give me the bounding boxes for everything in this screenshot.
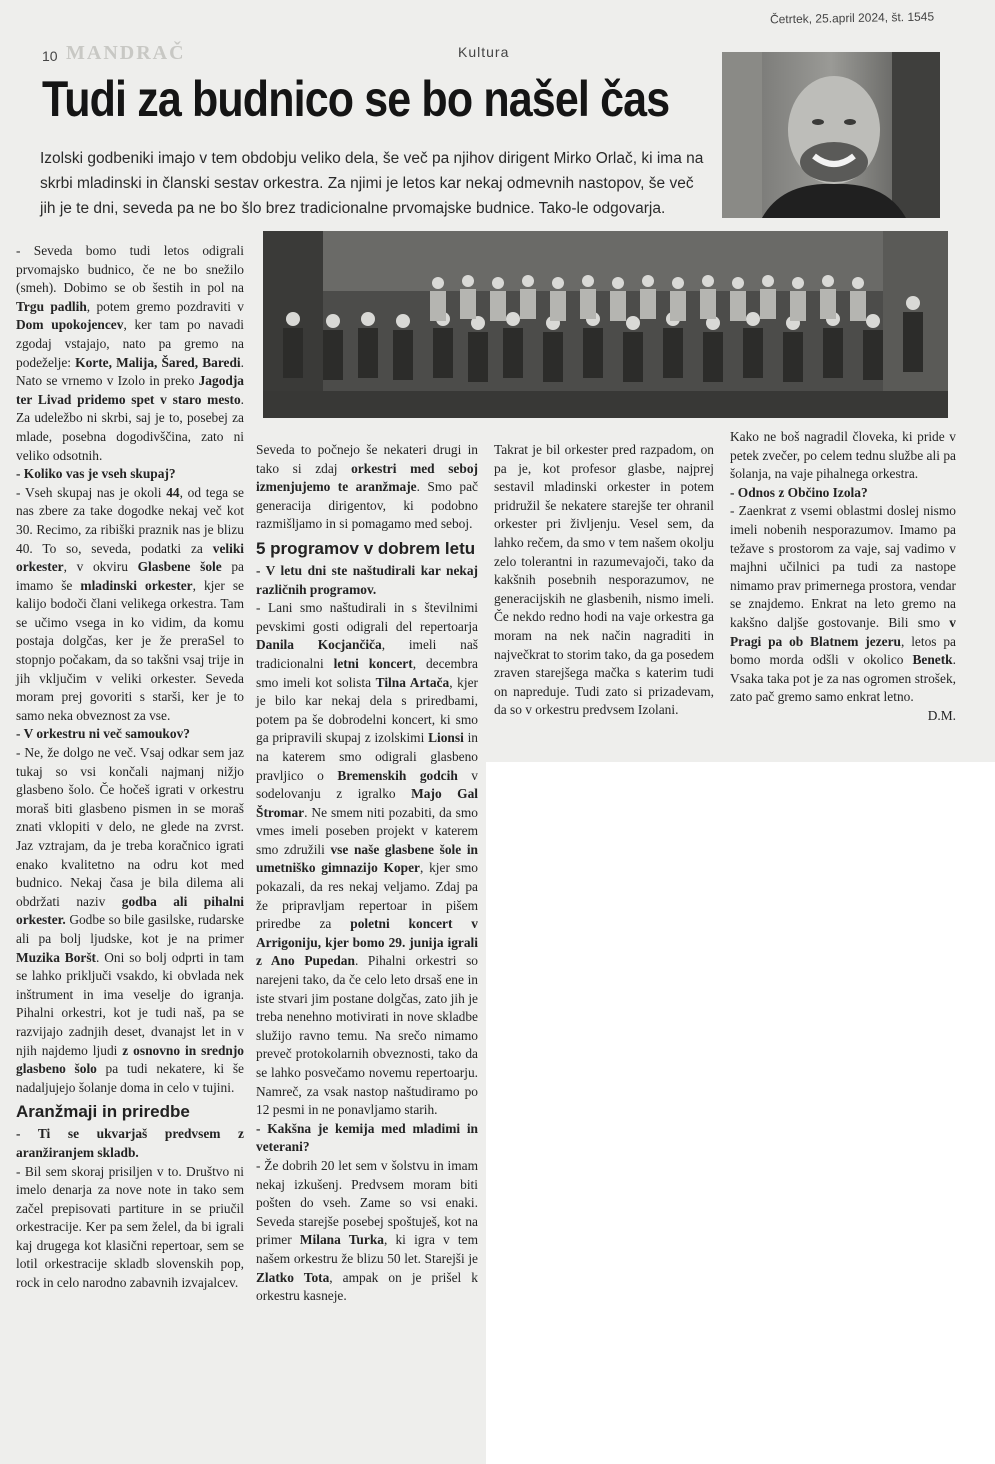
article-column-1 <box>16 242 244 1293</box>
answer-paragraph: - Bil sem skoraj prisiljen v to. Društvo ni imelo denarja za nove note in tako sem začel prepisovati partiture in se priučil orkestracije. Ker pa sem želel, da bi igrali kaj drugega kot klasični repertoar, sem se lotil orkestracije skladb slovenskih pop, rock in celo narodno zabavnih izvajalcev. <box>16 1163 244 1291</box>
section-subheading: Aranžmaji in priredbe <box>16 1102 190 1122</box>
issue-date: Četrtek, 25.april 2024, št. 1545 <box>769 9 935 27</box>
answer-paragraph: Takrat je bil orkester pred razpadom, on pa je, kot profesor glasbe, najprej sestavil mladinski orkester in potem pridružil še nekatere starejše ter ohranil orkester pri življenju. Vesel sem, da lahko rečem, da smo v tem našem okolju zelo tolerantni in razumevajoči, tako da kakšnih posebnih nesporazumov, ne generacijskih ne glasbenih, nismo imeli. Če nekdo redno hodi na vaje orkestra ga moram na nek način nagraditi in največkrat to storim tako, da ga posedem zraven starejšega mačka s katerim tudi on napreduje. Tudi zato si prizadevam, da so v orkestru predvsem Izolani. <box>494 442 714 718</box>
answer-paragraph: - Seveda bomo tudi letos odigrali prvomajsko budnico, če ne bo snežilo (smeh). Dobimo se ob šestih in pol na Trgu padlih, potem gremo pozdraviti v Dom upokojencev, ker tam po navadi zgodaj vstajajo, nato pa gremo na podeželje: Korte, Malija, Šared, Baredi. Nato se vrnemo v Izolo in preko Jagodja ter Livad pridemo spet v staro mesto. Za udeležbo ni skrbi, saj je to, posebej za mlade, posebna dogodivščina, zato ni veliko odsotnih. <box>16 243 244 463</box>
orchestra-group-photo <box>263 231 948 418</box>
interview-question: - Odnos z Občino Izola? <box>730 484 868 500</box>
masthead: MANDRAČ <box>66 42 186 64</box>
conductor-portrait-photo <box>722 52 940 218</box>
interview-question: - V orkestru ni več samoukov? <box>16 726 190 742</box>
author-signature: D.M. <box>927 707 956 723</box>
interview-question: - Kakšna je kemija med mladimi in veterani? <box>256 1120 478 1155</box>
answer-paragraph: Seveda to počnejo še nekateri drugi in tako si zdaj orkestri med seboj izmenjujemo te aranžmaje. Smo pač generacija dirigentov, ki podobno razmišljamo in si pomagamo med seboj. <box>256 442 478 532</box>
lead-paragraph: Izolski godbeniki imajo v tem obdobju veliko dela, še več pa njihov dirigent Mirko Orlač, ki ima na skrbi mladinski in članski sestav orkestra. Za njimi je letos kar nekaj odmevnih nastopov, še več jih je te dni, seveda pa ne bo šlo brez tradicionalne prvomajske budnice. Tako-le odgovarja. <box>40 150 704 217</box>
answer-paragraph: - Zaenkrat z vsemi oblastmi doslej nismo imeli nobenih nesporazumov. Imamo pa težave s prostorom za vaje, saj vadimo v majhni učilnici pa tudi za nastope nimamo prav primernega prostora, vendar se znajdemo. Enkrat na leto gremo na kakšno daljše gostovanje. Bili smo v Pragi pa ob Blatnem jezeru, letos pa bomo morda odšli v okolico Benetk. Vsaka taka pot je za nas ogromen strošek, zato pač gremo samo enkrat letno. <box>730 503 956 705</box>
answer-paragraph: - Ne, že dolgo ne več. Vsaj odkar sem jaz tukaj so vsi končali najmanj nižjo glasbeno šolo. Če hočeš igrati v orkestru moraš biti glasbeno pismen in se moraš znati vklopiti v delo, ne glede na zvrst. Jaz vztrajam, da je treba koračnico igrati enako kvalitetno na odru kot med budnico. Nekaj časa je bila dilema ali obdržati naziv godba ali pihalni orkester. Godbe so bile gasilske, rudarske ali pa bolj ljudske, kot je na primer Muzika Boršt. Oni so bolj odprti in tam se lahko priključi vsakdo, ki obvlada nek inštrument in ima veselje do igranja. Pihalni orkestri, kot je tudi naš, pa se razvijajo zadnjih deset, dvanajst let in v njih najdemo ljudi z osnovno in srednjo glasbeno šolo pa tudi nekatere, ki še nadaljujejo šolanje doma in celo v tujini. <box>16 745 244 1095</box>
headline: Tudi za budnico se bo našel čas <box>42 71 670 127</box>
answer-paragraph: Kako ne boš nagradil človeka, ki pride v petek zvečer, po celem tednu službe ali pa šolanja, na vaje pihalnega orkestra. <box>730 429 956 482</box>
article-column-4 <box>730 428 956 726</box>
article-column-3 <box>494 441 714 720</box>
interview-question: - Ti se ukvarjaš predvsem z aranžiranjem skladb. <box>16 1126 244 1160</box>
section-label: Kultura <box>458 44 510 60</box>
article-column-2 <box>256 441 478 1306</box>
interview-question: - Koliko vas je vseh skupaj? <box>16 466 176 482</box>
interview-question: - V letu dni ste naštudirali kar nekaj različnih programov. <box>256 562 478 597</box>
section-subheading: 5 programov v dobrem letu <box>256 538 476 558</box>
answer-paragraph: - Lani smo naštudirali in s številnimi pevskimi gosti odigrali del repertoarja Danila Kocjančiča, imeli naš tradicionalni letni koncert, decembra smo imeli kot solista Tilna Artača, kjer je bilo kar nekaj dela s priredbami, potem pa še dobrodelni koncert, ki smo ga pripravili skupaj z izolskimi Lionsi in na katerem smo odigrali glasbeno pravljico o Bremenskih godcih v sodelovanju z igralko Majo Gal Štromar. Ne smem niti pozabiti, da smo vmes imeli poseben projekt v katerem smo združili vse naše glasbene šole in umetniško gimnazijo Koper, kjer smo pokazali, da res nekaj veljamo. Zdaj pa že pripravljam repertoar in pišem priredbe za poletni koncert v Arrigoniju, kjer bomo 29. junija igrali z Ano Pupedan. Pihalni orkestri so narejeni tako, da če celo leto drsaš ene in iste stvari jim postane dolgčas, zato jih je treba nenehno motivirati in nove skladbe služijo ravno temu. Na srečo nimamo preveč protokolarnih obveznosti, tako da se lahko posvečamo novemu repertoarju. Namreč, za vsak nastop naštudiramo po 12 pesmi in ne ponavljamo starih. <box>256 600 479 1118</box>
answer-paragraph: - Že dobrih 20 let sem v šolstvu in imam nekaj izkušenj. Predvsem moram biti pošten do vseh. Zame so vsi enaki. Seveda starejše posebej spoštuješ, kot na primer Milana Turka, ki igra v tem našem orkestru že blizu 50 let. Starejši je Zlatko Tota, ampak on je prišel k orkestru kasneje. <box>256 1157 479 1304</box>
page-number: 10 <box>42 48 58 64</box>
answer-paragraph: - Vseh skupaj nas je okoli 44, od tega se nas zbere za take dogodke nekaj več kot 30. Recimo, za ribiški praznik nas je blizu 40. To so, seveda, podatki za veliki orkester, v okviru Glasbene šole pa imamo še mladinski orkester, kjer se kalijo bodoči člani velikega orkestra. Tam se učimo vsega in ko vidim, da komu postaja dolgčas, ker je že preraSel to stopnjo počakam, da so takšni vsaj trije in jih vključim v veliki orkester. Seveda moram prej govoriti s starši, ker je to samo neka obveznost za vse. <box>16 484 244 723</box>
